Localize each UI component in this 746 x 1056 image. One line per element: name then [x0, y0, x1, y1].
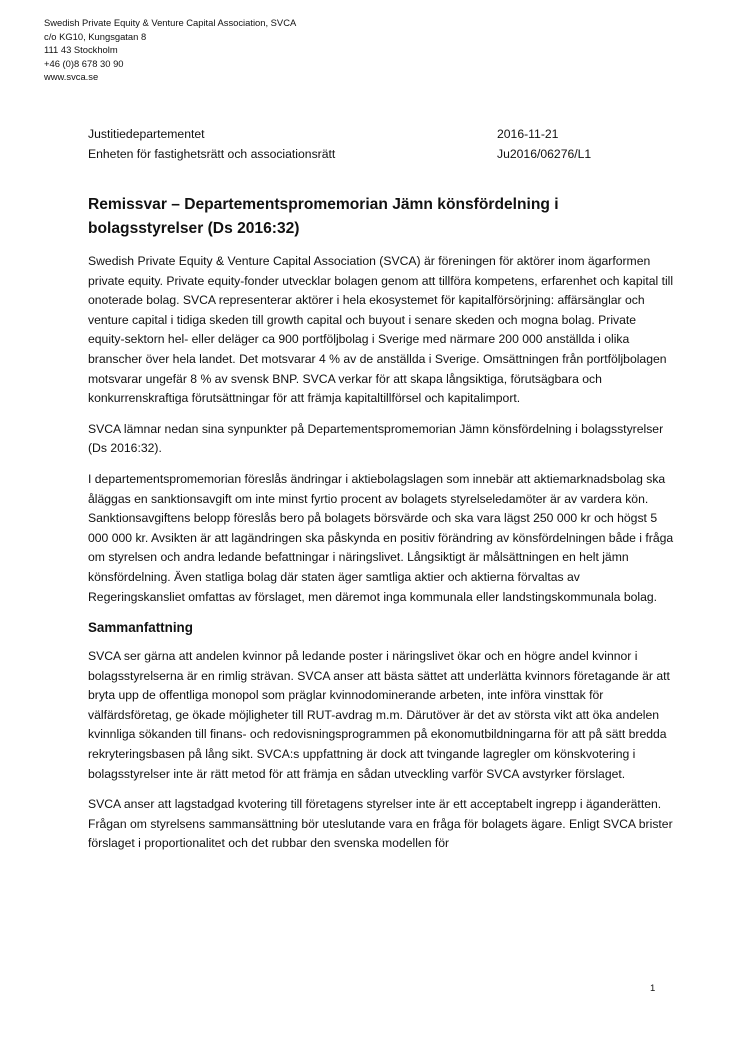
paragraph-summary-2: SVCA anser att lagstadgad kvotering till företagens styrelser inte är ett acceptabelt ingrepp i äganderätten. Frågan om styrelsens sammansättning bör uteslutande vara en fråga för bolagets ägare. Enligt SVCA brister förslaget i proportionalitet och det rubbar den svenska modellen för: [88, 797, 673, 851]
document-reference: Ju2016/06276/L1: [497, 147, 592, 161]
recipient-unit: Enheten för fastighetsrätt och associationsrätt: [88, 147, 336, 161]
paragraph-summary-1: SVCA ser gärna att andelen kvinnor på ledande poster i näringslivet ökar och en högre andel kvinnor i bolagsstyrelserna är en rimlig strävan. SVCA anser att bästa sättet att underlätta kvinnors företagande är att bryta upp de offentliga monopol som präglar kvinnodominerande arbeten, inte införa vinsttak för välfärdsföretag, ge ökade möjligheter till RUT-avdrag m.m. Därutöver är det av största vikt att öka andelen kvinnliga sökanden till finans- och redovisningsprogrammen på ekonomutbildningarna för att på sätt bredda rekryteringsbasen på lång sikt. SVCA:s uppfattning är dock att tvingande lagregler om könskvotering i bolagsstyrelser inte är rätt metod för att främja en sådan utveckling varför SVCA avstyrker förslaget.: [88, 649, 670, 781]
page-number: 1: [650, 983, 656, 994]
document-title: Remissvar – Departementspromemorian Jämn könsfördelning i bolagsstyrelser (Ds 2016:32): [88, 196, 559, 237]
document-body: [88, 193, 674, 865]
sender-address-block: [44, 16, 296, 84]
section-heading-summary: Sammanfattning: [88, 620, 193, 636]
recipient-ministry: Justitiedepartementet: [88, 127, 205, 141]
sender-care-of: c/o KG10, Kungsgatan 8: [44, 30, 147, 42]
paragraph-intro-remarks: SVCA lämnar nedan sina synpunkter på Departementspromemorian Jämn könsfördelning i bolagsstyrelser (Ds 2016:32).: [88, 421, 664, 456]
recipient-block: [88, 124, 335, 164]
paragraph-proposal: I departementspromemorian föreslås ändringar i aktiebolagslagen som innebär att aktiemarknadsbolag ska åläggas en sanktionsavgift om inte minst fyrtio procent av bolagets styrelseledamöter är av vardera kön. Sanktionsavgiftens belopp föreslås bero på bolagets börsvärde och ska vara lägst 250 000 kr och högst 5 000 000 kr. Avsikten är att lagändringen ska påskynda en positiv förändring av könsfördelningen både i fråga om styrelsen och andra ledande befattningar i näringslivet. Långsiktigt är målsättningen en helt jämn könsfördelning. Även statliga bolag där staten äger samtliga aktier och aktierna förvaltas av Regeringskansliet omfattas av förslaget, men däremot inga kommunala eller landstingskommunala bolag.: [88, 471, 674, 604]
sender-postal-city: 111 43 Stockholm: [44, 44, 118, 56]
document-meta: [497, 124, 591, 164]
sender-website: www.svca.se: [44, 71, 99, 83]
sender-phone: +46 (0)8 678 30 90: [44, 57, 124, 69]
sender-organization: Swedish Private Equity & Venture Capital Association, SVCA: [44, 17, 297, 28]
document-date: 2016-11-21: [497, 127, 559, 141]
paragraph-intro-svca: Swedish Private Equity & Venture Capital Association (SVCA) är föreningen för aktörer inom ägarformen private equity. Private equity-fonder utvecklar bolagen genom att tillföra kompetens, erfarenhet och kapital till onoterade bolag. SVCA representerar aktörer i hela ekosystemet för kapitalförsörjning: affärsänglar och venture capital i tidiga skeden till growth capital och buyout i senare skeden och mogna bolag. Private equity-sektorn hel- eller deläger ca 900 portföljbolag i Sverige med närmare 200 000 anställda i olika branscher över hela landet. Det motsvarar 4 % av de anställda i Sverige. Omsättningen från portföljbolagen motsvarar ungefär 8 % av svensk BNP. SVCA verkar för att skapa långsiktiga, förutsägbara och konkurrenskraftiga förutsättningar för att främja kapitaltillförsel och kapitalimport.: [88, 254, 674, 406]
